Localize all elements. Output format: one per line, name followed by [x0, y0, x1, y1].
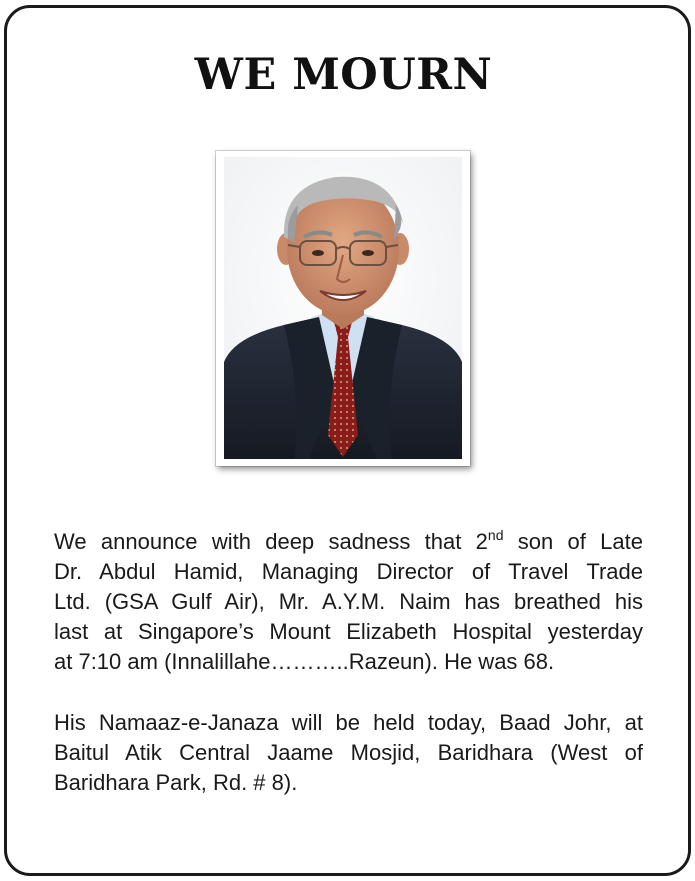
announcement-paragraph [54, 527, 643, 677]
announcement-line-2: Dr. Abdul Hamid, Managing Director of Travel Trade [54, 559, 643, 584]
announcement-line-5: at 7:10 am (Innalillahe………..Razeun). He was 68. [54, 649, 555, 674]
page-title: WE MOURN [194, 50, 493, 100]
janaza-paragraph [54, 708, 643, 798]
ordinal-suffix: nd [487, 527, 504, 543]
portrait-photo-frame [216, 151, 470, 466]
announcement-line-4: last at Singapore’s Mount Elizabeth Hospital yesterday [54, 619, 643, 644]
janaza-line-1: His Namaaz-e-Janaza will be held today, Baad Johr, at [54, 710, 643, 735]
announcement-line-3: Ltd. (GSA Gulf Air), Mr. A.Y.M. Naim has breathed his [54, 589, 643, 614]
portrait-photo-icon [224, 157, 462, 459]
janaza-line-2: Baitul Atik Central Jaame Mosjid, Baridhara (West of [54, 740, 643, 765]
announcement-line-1: We announce with deep sadness that 2nd son of Late [54, 527, 643, 554]
janaza-line-3: Baridhara Park, Rd. # 8). [54, 770, 298, 795]
